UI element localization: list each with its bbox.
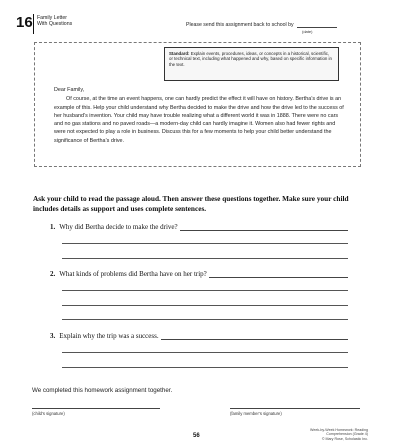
standard-label: Standard: (169, 51, 190, 56)
letter-body: Of course, at the time an event happens, one can hardly predict the effect it will have on history. Bertha’s drive is an example of this. Help your child understand why Bertha decided to make the drive and how the drive led to the success of her husband’s invention. Your child may have trouble realizing what a different world it was in 1888. There were no cars and no gas stations and no paved roads—a modern-day child can hardly imagine it. Women also had fewer rights and were not expected to play a role in business. Discuss this for a few moments to help your child better understand the significance of Bertha’s drive. (54, 96, 344, 144)
question-1-answer-line[interactable] (180, 224, 348, 231)
header-divider (33, 14, 34, 34)
question-3-number: 3. (50, 332, 56, 340)
page-number-badge: 16 (16, 14, 33, 31)
child-signature-caption: (child’s signature) (32, 411, 65, 416)
question-2 (50, 270, 348, 278)
answer-line[interactable] (62, 258, 348, 259)
standard-text: Explain events, procedures, ideas, or concepts in a historical, scientific, or technical text, including what happened and why, based on specific information in the text. (169, 51, 332, 67)
copyright-credit (284, 428, 368, 441)
answer-line[interactable] (62, 305, 348, 306)
answer-line[interactable] (62, 319, 348, 320)
date-caption: (date) (302, 29, 313, 34)
answer-line[interactable] (62, 243, 348, 244)
question-1-number: 1. (50, 223, 56, 231)
worksheet-title-line1: Family Letter (37, 15, 67, 21)
family-signature-caption: (family member’s signature) (230, 411, 282, 416)
question-3-answer-line[interactable] (161, 333, 348, 340)
worksheet-title (37, 15, 72, 27)
question-2-number: 2. (50, 270, 56, 278)
answer-line[interactable] (62, 352, 348, 353)
question-3-text: Explain why the trip was a success. (59, 332, 159, 340)
question-2-answer-line[interactable] (209, 271, 348, 278)
return-date-field[interactable] (297, 22, 337, 28)
question-2-text: What kinds of problems did Bertha have on her trip? (59, 270, 207, 278)
child-signature-line[interactable] (32, 408, 160, 409)
worksheet-title-line2: With Questions (37, 21, 73, 27)
question-3 (50, 332, 348, 340)
answer-line[interactable] (62, 290, 348, 291)
family-signature-line[interactable] (230, 408, 360, 409)
page-number: 56 (193, 433, 200, 439)
return-date-prompt (186, 22, 337, 28)
credit-line-2: © Mary Rose, Scholastic Inc. (321, 436, 368, 441)
family-letter (54, 86, 344, 145)
instructions: Ask your child to read the passage aloud. Then answer these questions together. Make sure your child includes details as support and uses complete sentences. (33, 194, 349, 213)
question-1-text: Why did Bertha decide to make the drive? (59, 223, 178, 231)
return-date-text: Please send this assignment back to school by (186, 22, 294, 28)
completion-statement: We completed this homework assignment together. (32, 387, 173, 394)
answer-line[interactable] (62, 367, 348, 368)
credit-line-1: Week-by-Week Homework: Reading Comprehension (Grade 4) (310, 428, 368, 437)
letter-greeting: Dear Family, (54, 87, 85, 93)
standard-box (164, 47, 339, 81)
question-1 (50, 223, 348, 231)
